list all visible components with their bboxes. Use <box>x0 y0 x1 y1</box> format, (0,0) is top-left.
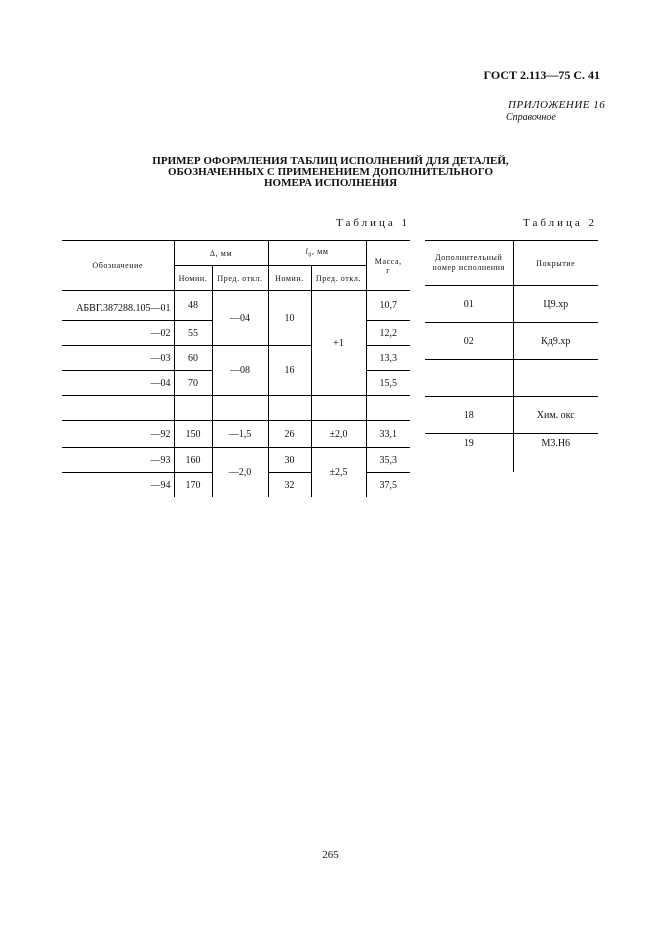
table-1 <box>62 240 410 497</box>
cell-number: 19 <box>425 434 513 473</box>
cell-coating: Хим. окс <box>513 397 598 434</box>
cell-mass: 35,3 <box>366 448 410 473</box>
cell-mass: 13,3 <box>366 346 410 371</box>
header-l-tol: Пред. откл. <box>311 266 366 291</box>
cell-d-nom: 150 <box>174 421 212 448</box>
cell-l-tol: ±2,5 <box>311 448 366 498</box>
header-l-unit: , мм <box>311 247 329 257</box>
title-line-1: ПРИМЕР ОФОРМЛЕНИЯ ТАБЛИЦ ИСПОЛНЕНИЙ ДЛЯ ДЕТАЛЕЙ, <box>152 155 509 167</box>
cell-number: 01 <box>425 286 513 323</box>
cell-d-tol: —08 <box>212 346 268 396</box>
title-line-2: ОБОЗНАЧЕННЫХ С ПРИМЕНЕНИЕМ ДОПОЛНИТЕЛЬНОГО <box>167 166 494 178</box>
table-row-gap <box>425 360 598 397</box>
cell-l-nom: 30 <box>268 448 311 473</box>
cell-designation: —92 <box>62 421 174 448</box>
page-number: 265 <box>322 849 339 861</box>
cell-d-nom: 60 <box>174 346 212 371</box>
gap-cell <box>311 396 366 421</box>
cell-d-nom: 48 <box>174 291 212 321</box>
header-mass <box>366 241 410 291</box>
cell-d-nom: 70 <box>174 371 212 396</box>
gap-cell <box>513 360 598 397</box>
cell-d-tol: —04 <box>212 291 268 346</box>
header-l <box>268 241 366 266</box>
title-line-3: НОМЕРА ИСПОЛНЕНИЯ <box>263 177 398 189</box>
cell-l-tol: ±2,0 <box>311 421 366 448</box>
header-number: Дополнительный номер исполнения <box>425 241 513 286</box>
appendix-type: Справочное <box>506 112 556 123</box>
cell-d-nom: 55 <box>174 321 212 346</box>
cell-designation: АБВГ.387288.105—01 <box>62 291 174 321</box>
table2-caption: Таблица 2 <box>523 217 598 229</box>
cell-mass: 37,5 <box>379 479 397 491</box>
cell-number: 18 <box>425 397 513 434</box>
table1-caption: Таблица 1 <box>336 217 411 229</box>
header-designation: Обозначение <box>62 241 174 291</box>
header-mass-unit: г <box>386 265 391 275</box>
gap-cell <box>174 396 212 421</box>
cell-l-nom: 26 <box>268 421 311 448</box>
header-l-nom: Номин. <box>268 266 311 291</box>
table-row <box>425 434 598 473</box>
cell-number: 02 <box>425 323 513 360</box>
cell-mass: 33,1 <box>366 421 410 448</box>
cell-mass: 15,5 <box>379 377 397 389</box>
cell-l-tol: +1 <box>311 291 366 396</box>
cell-mass: 10,7 <box>379 300 397 311</box>
table-2 <box>425 240 598 472</box>
cell-coating: М3.Н6 <box>541 438 571 449</box>
cell-coating: Кд9.хр <box>513 323 598 360</box>
cell-l-nom: 32 <box>268 473 311 498</box>
table-row <box>62 421 410 448</box>
table-row <box>62 448 410 473</box>
header-mass-label: Масса, <box>374 256 402 266</box>
gap-cell <box>62 396 174 421</box>
cell-designation: —93 <box>62 448 174 473</box>
header-delta-tol: Пред. откл. <box>212 266 268 291</box>
cell-d-nom: 160 <box>174 448 212 473</box>
cell-designation: —04 <box>62 371 174 396</box>
gap-cell <box>425 360 513 397</box>
appendix-label: ПРИЛОЖЕНИЕ 16 <box>508 99 606 111</box>
document-header: ГОСТ 2.113—75 С. 41 <box>483 68 600 82</box>
cell-designation: —94 <box>62 473 174 498</box>
cell-d-tol: —2,0 <box>212 448 268 498</box>
cell-mass: 12,2 <box>366 321 410 346</box>
header-l-sub: 0 <box>308 252 312 259</box>
cell-designation: —03 <box>62 346 174 371</box>
cell-d-nom: 170 <box>174 473 212 498</box>
cell-designation: —02 <box>62 321 174 346</box>
cell-d-tol: —1,5 <box>212 421 268 448</box>
table-row <box>425 397 598 434</box>
gap-cell <box>212 396 268 421</box>
table-row <box>62 291 410 321</box>
header-delta-nom: Номин. <box>174 266 212 291</box>
cell-l-nom: 16 <box>268 346 311 396</box>
header-delta: Δ, мм <box>174 241 268 266</box>
header-coating: Покрытие <box>513 241 598 286</box>
header-l-symbol: l <box>305 247 309 257</box>
table-row <box>425 323 598 360</box>
table-row <box>425 286 598 323</box>
page-title <box>0 156 661 189</box>
cell-coating: Ц9.хр <box>513 286 598 323</box>
table-row-gap <box>62 396 410 421</box>
cell-l-nom: 10 <box>268 291 311 346</box>
gap-cell <box>268 396 311 421</box>
gap-cell <box>366 396 410 421</box>
